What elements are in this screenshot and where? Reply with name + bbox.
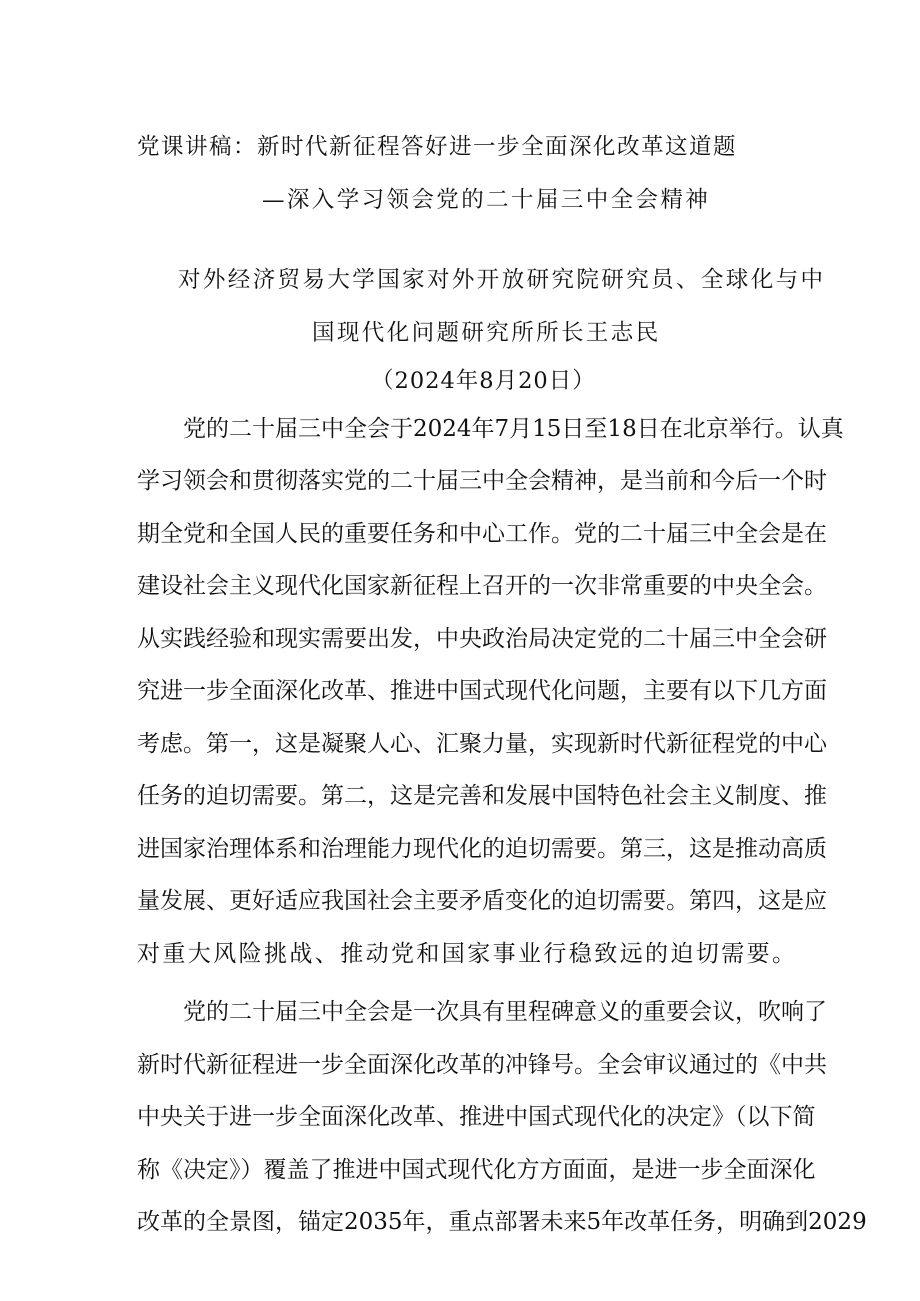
paragraph-line: 进国家治理体系和治理能力现代化的迫切需要。第三，这是推动高质 (137, 836, 827, 862)
paragraph-line: 量发展、更好适应我国社会主要矛盾变化的迫切需要。第四，这是应 (137, 888, 827, 914)
document-subtitle: —深入学习领会党的二十届三中全会精神 (262, 187, 711, 213)
paragraph-line: 改革的全景图，锚定2035年，重点部署未来5年改革任务，明确到2029 (137, 1209, 867, 1235)
paragraph-line: 学习领会和贯彻落实党的二十届三中全会精神，是当前和今后一个时 (137, 468, 827, 494)
paragraph-line: 期全党和全国人民的重要任务和中心工作。党的二十届三中全会是在 (137, 521, 827, 547)
paragraph-line: 称《决定》）覆盖了推进中国式现代化方方面面，是进一步全面深化 (137, 1157, 816, 1183)
paragraph-line: 任务的迫切需要。第二，这是完善和发展中国特色社会主义制度、推 (137, 783, 827, 809)
paragraph-line: 从实践经验和现实需要出发，中央政治局决定党的二十届三中全会研 (137, 626, 827, 652)
paragraph-line: 考虑。第一，这是凝聚人心、汇聚力量，实现新时代新征程党的中心 (137, 731, 827, 757)
paragraph-line: 新时代新征程进一步全面深化改革的冲锋号。全会审议通过的《中共 (137, 1052, 827, 1078)
paragraph-line: 中央关于进一步全面深化改革、推进中国式现代化的决定》（以下简 (137, 1104, 816, 1130)
paragraph-line: 究进一步全面深化改革、推进中国式现代化问题，主要有以下几方面 (137, 678, 827, 704)
paragraph-line: 对重大风险挑战、推动党和国家事业行稳致远的迫切需要。 (137, 941, 798, 967)
document-date: （2024年8月20日） (371, 368, 596, 394)
paragraph-line: 党的二十届三中全会是一次具有里程碑意义的重要会议，吹响了 (183, 999, 827, 1025)
author-line: 国现代化问题研究所所长王志民 (312, 320, 661, 346)
paragraph-line: 党的二十届三中全会于2024年7月15日至18日在北京举行。认真 (183, 416, 844, 442)
author-line: 对外经济贸易大学国家对外开放研究院研究员、全球化与中 (178, 267, 826, 293)
document-title: 党课讲稿：新时代新征程答好进一步全面深化改革这道题 (137, 134, 738, 160)
paragraph-line: 建设社会主义现代化国家新征程上召开的一次非常重要的中央全会。 (137, 573, 827, 599)
